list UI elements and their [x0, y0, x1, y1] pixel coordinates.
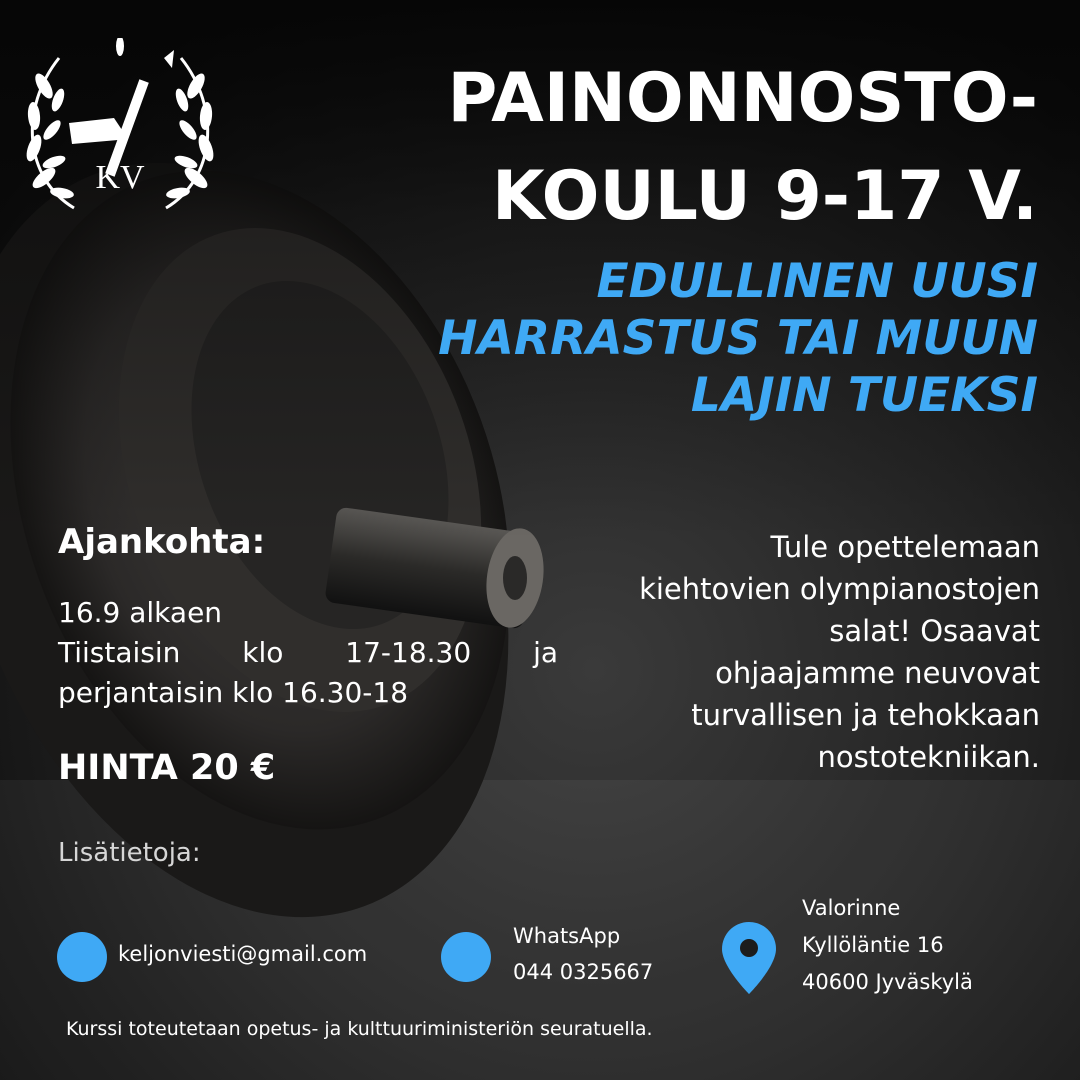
- whatsapp-label: WhatsApp: [513, 924, 621, 948]
- price: HINTA 20 €: [58, 748, 276, 788]
- address-line: 40600 Jyväskylä: [802, 970, 973, 994]
- whatsapp-icon: [441, 932, 491, 982]
- title-line-1: PAINONNOSTO-: [447, 59, 1038, 138]
- subtitle-line-3: LAJIN TUEKSI: [690, 368, 1038, 423]
- schedule-tuesday: [58, 633, 558, 673]
- schedule-word: 17-18.30: [345, 636, 472, 669]
- schedule-start: 16.9 alkaen: [58, 596, 223, 629]
- location-pin-icon: [722, 922, 776, 994]
- description-line: Tule opettelemaan: [770, 530, 1040, 564]
- description-line: ohjaajamme neuvovat: [715, 656, 1040, 690]
- whatsapp-number: 044 0325667: [513, 960, 654, 984]
- contact-heading: Lisätietoja:: [58, 838, 201, 868]
- logo-initials: KV: [95, 159, 145, 196]
- laurel-wreath-logo: [14, 38, 226, 228]
- page-title: [447, 50, 1038, 246]
- funding-note: Kurssi toteutetaan opetus- ja kulttuuriministeriön seuratuella.: [66, 1018, 653, 1040]
- subtitle-line-2: HARRASTUS TAI MUUN: [438, 311, 1038, 366]
- title-line-2: KOULU 9-17 V.: [492, 157, 1038, 236]
- description-line: nostotekniikan.: [817, 740, 1040, 774]
- address-line: Valorinne: [802, 896, 901, 920]
- schedule-word: klo: [242, 636, 284, 669]
- contact-whatsapp[interactable]: [513, 918, 653, 990]
- subtitle: [438, 253, 1038, 424]
- subtitle-line-1: EDULLINEN UUSI: [596, 254, 1038, 309]
- address-line: Kyllöläntie 16: [802, 933, 944, 957]
- contact-address: [802, 890, 973, 1001]
- description-line: salat! Osaavat: [829, 614, 1040, 648]
- schedule-friday: perjantaisin klo 16.30-18: [58, 676, 409, 709]
- schedule-heading: Ajankohta:: [58, 522, 266, 562]
- description-line: kiehtovien olympianostojen: [639, 572, 1040, 606]
- description: [520, 526, 1040, 778]
- schedule-word: Tiistaisin: [58, 636, 181, 669]
- description-line: turvallisen ja tehokkaan: [691, 698, 1040, 732]
- email-icon: [57, 932, 107, 982]
- schedule-details: [58, 593, 558, 713]
- schedule-word: ja: [533, 636, 558, 669]
- contact-email[interactable]: keljonviesti@gmail.com: [118, 942, 368, 966]
